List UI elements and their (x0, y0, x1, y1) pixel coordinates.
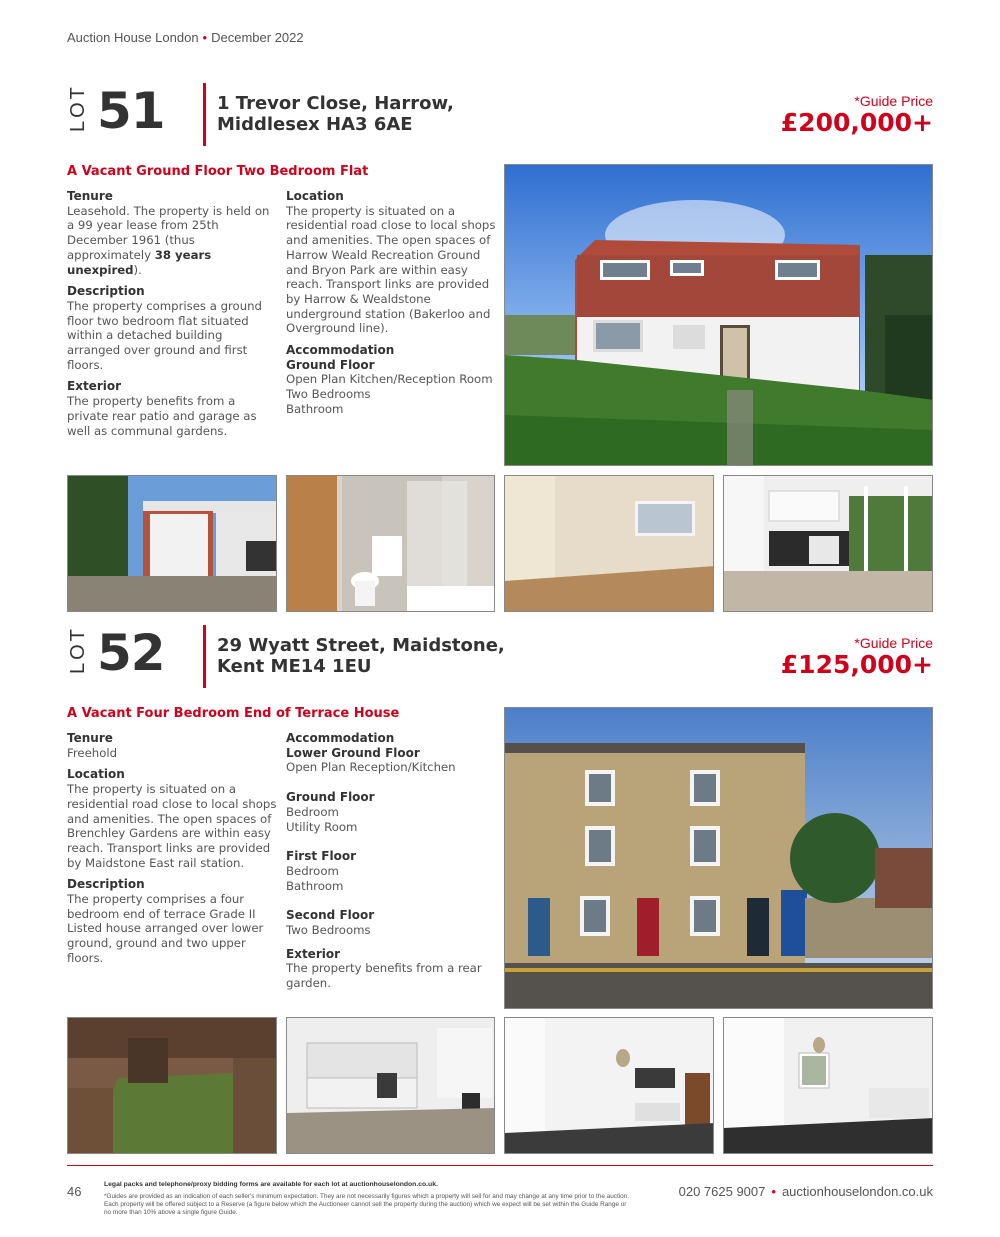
description-heading: Description (67, 877, 145, 892)
lease-remaining: 38 years unexpired (67, 247, 212, 277)
address-line-1: 29 Wyatt Street, Maidstone, (217, 635, 505, 656)
tenure-text: Freehold (67, 745, 118, 760)
exterior-heading: Exterior (67, 379, 122, 394)
lot-number: 52 (97, 624, 165, 682)
room-item: Open Plan Kitchen/Reception Room (286, 372, 493, 387)
exterior-text: The property benefits from a rear garden. (286, 961, 482, 991)
location-text: The property is situated on a residential road close to local shops and amenities. The open spaces of Harrow Weald Recreation Ground and Bryon Park are within easy reach. Transport links are provided by Harrow & Wealdstone underground station (Bakerloo and Overground line). (286, 203, 496, 336)
accent-bar (203, 83, 206, 146)
guide-price: £125,000+ (780, 650, 933, 679)
bedroom-photo (723, 1017, 933, 1154)
running-header (67, 30, 304, 45)
bedroom-photo (504, 1017, 714, 1154)
location-text: The property is situated on a residential road close to local shops and amenities. The open spaces of Brenchley Gardens are within easy reach. Transport links are provided by Maidstone East rail station. (67, 782, 277, 870)
bathroom-photo (286, 475, 495, 612)
location-heading: Location (67, 767, 125, 782)
garden-photo (67, 1017, 277, 1154)
page-number: 46 (67, 1184, 82, 1199)
room-item: Bathroom (286, 878, 344, 893)
phone-number[interactable]: 020 7625 9007 (678, 1184, 766, 1199)
kitchen-photo (723, 475, 933, 612)
details-column-left (67, 189, 279, 445)
lot-subtitle: A Vacant Four Bedroom End of Terrace House (67, 706, 400, 721)
kitchen-photo (286, 1017, 495, 1154)
floor-heading: Ground Floor (286, 790, 375, 805)
tenure-text: Leasehold. The property is held on a 99 year lease from 25th December 1961 (thus approximately 38 years unexpired). (67, 203, 270, 277)
website-link[interactable]: auctionhouselondon.co.uk (781, 1184, 933, 1199)
room-item: Bedroom (286, 863, 339, 878)
floor-heading: Lower Ground Floor (286, 745, 420, 760)
separator-dot: • (771, 1184, 776, 1199)
house-exterior-photo (504, 164, 933, 466)
room-item: Two Bedrooms (286, 387, 371, 402)
room-item: Bedroom (286, 804, 339, 819)
terrace-exterior-photo (504, 707, 933, 1009)
exterior-heading: Exterior (286, 946, 341, 961)
garage-photo (67, 475, 277, 612)
location-heading: Location (286, 189, 344, 203)
lot-number: 51 (97, 82, 165, 140)
lot-label: LOT (67, 626, 89, 674)
ground-floor-heading: Ground Floor (286, 357, 375, 372)
floor-heading: First Floor (286, 849, 357, 864)
accommodation-heading: Accommodation (286, 731, 395, 745)
room-item: Utility Room (286, 819, 358, 834)
legal-packs-note: Legal packs and telephone/proxy bidding forms are available for each lot at auctionhouselondon.co.uk. (104, 1181, 438, 1188)
floor-heading: Second Floor (286, 908, 375, 923)
details-column-right (286, 189, 498, 417)
footer-rule (67, 1165, 933, 1166)
guide-price-label: *Guide Price (854, 635, 933, 651)
address-line-1: 1 Trevor Close, Harrow, (217, 93, 454, 114)
property-address (217, 93, 454, 135)
lot-label: LOT (67, 84, 89, 132)
address-line-2: Kent ME14 1EU (217, 656, 372, 677)
property-address (217, 635, 505, 677)
description-text: The property comprises a ground floor two bedroom flat situated within a detached building arranged over ground and first floors. (67, 298, 262, 372)
description-heading: Description (67, 284, 145, 299)
room-item: Open Plan Reception/Kitchen (286, 760, 456, 775)
separator-dot: • (202, 30, 208, 45)
exterior-text: The property benefits from a private rear patio and garage as well as communal gardens. (67, 394, 257, 438)
lot-subtitle: A Vacant Ground Floor Two Bedroom Flat (67, 164, 369, 179)
legal-notice (104, 1181, 634, 1217)
tenure-heading: Tenure (67, 731, 113, 745)
contact-details (679, 1184, 933, 1199)
room-item: Bathroom (286, 401, 344, 416)
issue-date: December 2022 (211, 30, 304, 45)
tenure-heading: Tenure (67, 189, 113, 203)
details-column-left (67, 731, 279, 973)
guide-price: £200,000+ (780, 108, 933, 137)
address-line-2: Middlesex HA3 6AE (217, 114, 413, 135)
accommodation-heading: Accommodation (286, 343, 395, 358)
guide-disclaimer: *Guides are provided as an indication of each seller's minimum expectation. They are not necessarily figures which a property will sell for and may change at any time prior to the auction. Each property will be offered subject to a Reserve (a figure below which the Auctioneer cannot sell the property during the auction) which we expect will be set within the Guide Range or no more than 10% above a single figure Guide. (104, 1193, 630, 1216)
accent-bar (203, 625, 206, 688)
details-column-right (286, 731, 498, 998)
guide-price-label: *Guide Price (854, 93, 933, 109)
room-item: Two Bedrooms (286, 923, 371, 938)
reception-room-photo (504, 475, 714, 612)
publisher-name: Auction House London (67, 30, 199, 45)
description-text: The property comprises a four bedroom end of terrace Grade II Listed house arranged over lower ground, ground and two upper floors. (67, 892, 264, 965)
